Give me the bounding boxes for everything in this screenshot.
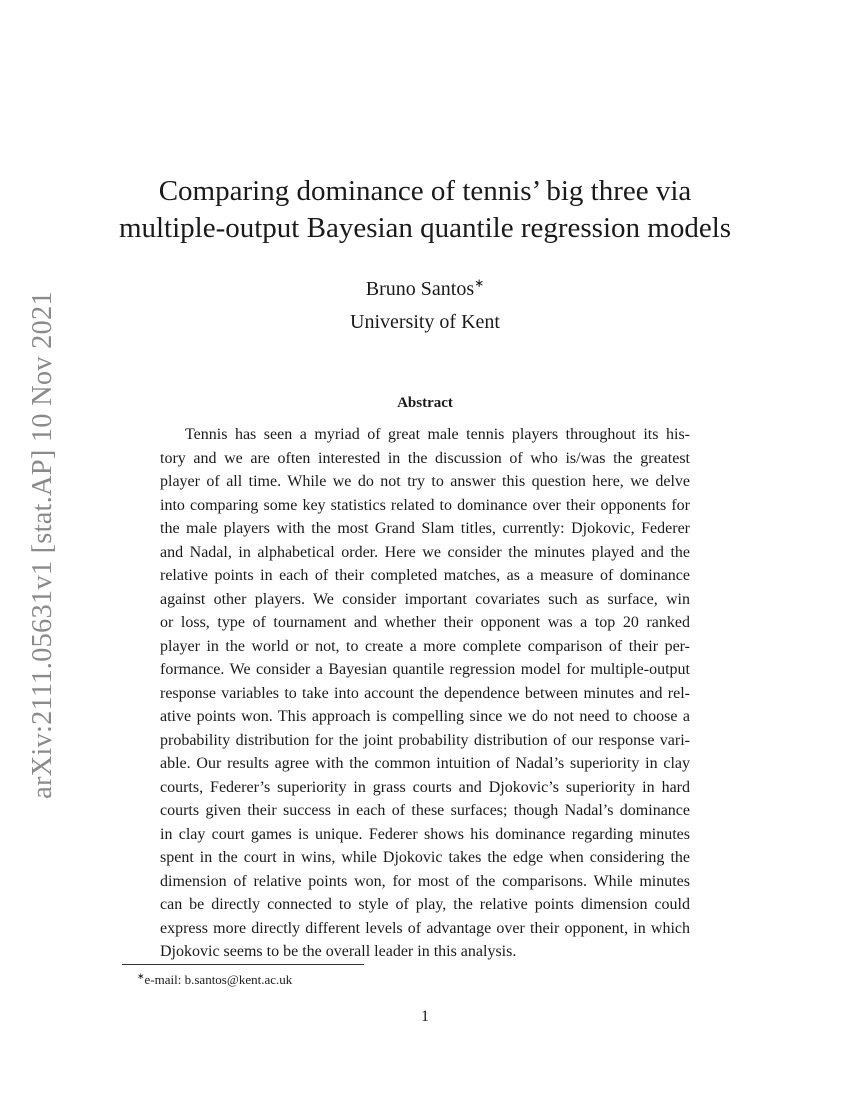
page-number: 1: [421, 1008, 429, 1025]
footnote: [137, 968, 292, 988]
abstract-line: against other players. We consider important covariates such as surface, win: [160, 590, 690, 608]
abstract-line: courts, Federer’s superiority in grass courts and Djokovic’s superiority in hard: [160, 778, 690, 796]
abstract-body: [160, 423, 690, 964]
footnote-rule: [122, 964, 364, 965]
abstract-line: able. Our results agree with the common intuition of Nadal’s superiority in clay: [160, 755, 690, 772]
abstract-line: or loss, type of tournament and whether their opponent was a top 20 ranked: [160, 614, 690, 631]
abstract-line: relative points in each of their completed matches, as a measure of dominance: [160, 567, 690, 584]
abstract-line: ative points won. This approach is compelling since we do not need to choose a: [160, 708, 690, 725]
abstract-line: can be directly connected to style of play, the relative points dimension could: [160, 896, 690, 913]
footnote-mark: ∗: [137, 971, 145, 981]
abstract-line: express more directly different levels of advantage over their opponent, in which: [160, 919, 690, 937]
author-name: [100, 271, 750, 301]
arxiv-identifier-stamp: arXiv:2111.05631v1 [stat.AP] 10 Nov 2021: [27, 291, 58, 799]
title-line: multiple-output Bayesian quantile regression models: [118, 212, 732, 244]
abstract-line: Djokovic seems to be the overall leader in this analysis.: [160, 943, 517, 960]
abstract-line: into comparing some key statistics related to dominance over their opponents for: [160, 496, 690, 514]
abstract-line: formance. We consider a Bayesian quantile regression model for multiple-output: [160, 661, 690, 678]
abstract-line: spent in the court in wins, while Djokovic takes the edge when considering the: [160, 849, 690, 866]
abstract-line: player of all time. While we do not try to answer this question here, we delve: [160, 473, 690, 490]
abstract-line: in clay court games is unique. Federer shows his dominance regarding minutes: [160, 825, 690, 843]
abstract-line: player in the world or not, to create a more complete comparison of their per-: [160, 637, 690, 655]
abstract-line: courts given their success in each of these surfaces; though Nadal’s dominance: [160, 802, 690, 819]
abstract-line: response variables to take into account the dependence between minutes and rel-: [160, 684, 690, 702]
abstract-line: tory and we are often interested in the discussion of who is/was the greatest: [160, 449, 690, 467]
footnote-email: e-mail: b.santos@kent.ac.uk: [144, 972, 293, 987]
abstract-line: the male players with the most Grand Slam titles, currently: Djokovic, Federer: [160, 520, 690, 537]
abstract-heading: Abstract: [397, 395, 453, 411]
author-footnote-mark: ∗: [474, 276, 485, 290]
author-affiliation: University of Kent: [350, 311, 500, 333]
title-line: Comparing dominance of tennis’ big three via: [158, 175, 692, 207]
abstract-line: probability distribution for the joint probability distribution of our response vari-: [160, 731, 690, 749]
abstract-line: dimension of relative points won, for most of the comparisons. While minutes: [160, 872, 690, 890]
abstract-line: Tennis has seen a myriad of great male tennis players throughout its his-: [185, 426, 690, 443]
abstract-line: and Nadal, in alphabetical order. Here we consider the minutes played and the: [160, 543, 690, 561]
author-name-text: Bruno Santos: [365, 278, 475, 300]
paper-title: [100, 173, 750, 247]
